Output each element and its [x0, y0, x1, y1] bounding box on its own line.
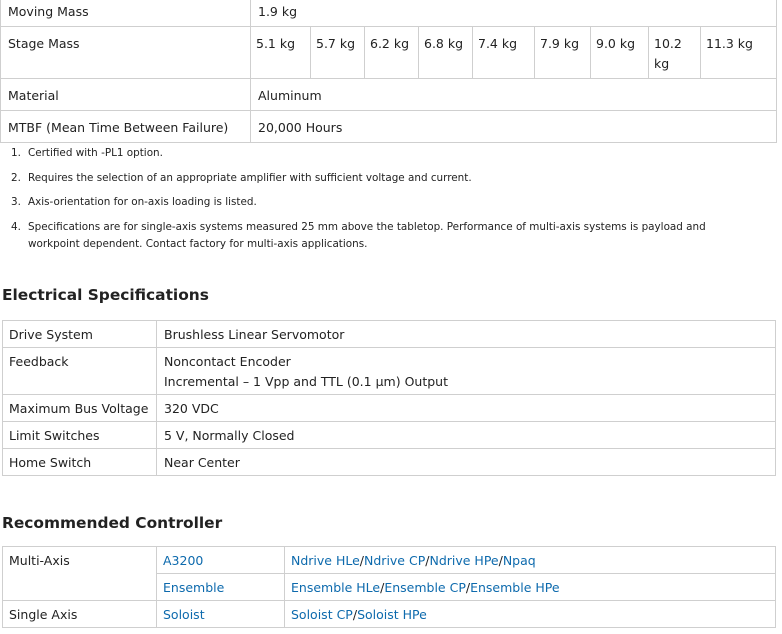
stage-mass-value: 9.0 kg — [591, 27, 649, 79]
table-row — [3, 321, 776, 348]
stage-mass-value: 5.1 kg — [251, 27, 311, 79]
spec-label: Limit Switches — [3, 422, 157, 449]
feedback-line-1: Noncontact Encoder — [164, 354, 291, 369]
drive-link-ndrive-cp[interactable]: Ndrive CP — [364, 553, 426, 568]
drive-link-ndrive-hle[interactable]: Ndrive HLe — [291, 553, 360, 568]
spec-value: Near Center — [157, 449, 776, 476]
recommended-controller-table — [2, 546, 776, 628]
footnote-number: 3. — [11, 196, 21, 209]
drive-link-ensemble-hpe[interactable]: Ensemble HPe — [470, 580, 560, 595]
footnote-text: Axis-orientation for on-axis loading is listed. — [28, 196, 257, 209]
feedback-line-2: Incremental – 1 Vpp and TTL (0.1 µm) Output — [164, 374, 448, 389]
separator: / — [352, 607, 358, 622]
controller-cell — [157, 547, 285, 574]
drive-link-npaq[interactable]: Npaq — [502, 553, 536, 568]
spec-value: 5 V, Normally Closed — [157, 422, 776, 449]
drive-link-ndrive-hpe[interactable]: Ndrive HPe — [429, 553, 499, 568]
footnote-text: Specifications are for single-axis systems measured 25 mm above the tabletop. Performance of multi-axis systems is payload and workpoint dependent. Contact factory for multi-axis applications. — [28, 221, 706, 251]
spec-value: 20,000 Hours — [251, 111, 777, 143]
separator: / — [425, 553, 430, 568]
footnote-text: Requires the selection of an appropriate amplifier with sufficient voltage and current. — [28, 171, 472, 184]
controller-cell — [157, 601, 285, 628]
stage-mass-value: 6.2 kg — [365, 27, 419, 79]
spec-value — [157, 348, 776, 395]
controller-link-soloist[interactable]: Soloist — [163, 607, 205, 622]
table-row — [3, 449, 776, 476]
controller-link-a3200[interactable]: A3200 — [163, 553, 204, 568]
drive-link-ensemble-cp[interactable]: Ensemble CP — [384, 580, 466, 595]
footnote — [11, 170, 751, 187]
drive-link-ensemble-hle[interactable]: Ensemble HLe — [291, 580, 381, 595]
single-axis-label: Single Axis — [3, 601, 157, 628]
separator: / — [465, 580, 471, 595]
spec-label: Material — [1, 79, 251, 111]
footnote — [11, 194, 751, 211]
spec-label: Stage Mass — [1, 27, 251, 79]
spec-label: Feedback — [3, 348, 157, 395]
footnote-text: Certified with -PL1 option. — [28, 147, 163, 159]
spec-row-moving-mass — [1, 0, 777, 27]
footnote — [11, 219, 751, 253]
spec-label: Home Switch — [3, 449, 157, 476]
stage-mass-value: 11.3 kg — [701, 27, 777, 79]
spec-label: MTBF (Mean Time Between Failure) — [1, 111, 251, 143]
controller-cell — [157, 574, 285, 601]
drive-link-soloist-hpe[interactable]: Soloist HPe — [357, 607, 427, 622]
footnote — [11, 145, 751, 162]
stage-mass-value: 5.7 kg — [311, 27, 365, 79]
spec-label: Drive System — [3, 321, 157, 348]
footnote-number: 2. — [11, 171, 21, 184]
electrical-specs-table — [2, 320, 776, 476]
separator: / — [359, 553, 365, 568]
table-row — [3, 348, 776, 395]
footnote-number: 4. — [11, 221, 21, 234]
stage-mass-value: 6.8 kg — [419, 27, 473, 79]
drives-cell — [285, 547, 776, 574]
mechanical-specs-table — [0, 0, 777, 143]
stage-mass-value: 7.9 kg — [535, 27, 591, 79]
spec-label: Moving Mass — [1, 0, 251, 27]
footnote-number: 1. — [11, 147, 21, 159]
spec-value: 320 VDC — [157, 395, 776, 422]
spec-value: 1.9 kg — [251, 0, 777, 27]
spec-row-material — [1, 79, 777, 111]
spec-row-stage-mass — [1, 27, 777, 79]
table-row — [3, 601, 776, 628]
drives-cell — [285, 574, 776, 601]
drive-link-soloist-cp[interactable]: Soloist CP — [291, 607, 353, 622]
spec-value: Brushless Linear Servomotor — [157, 321, 776, 348]
drives-cell — [285, 601, 776, 628]
spec-value: Aluminum — [251, 79, 777, 111]
spec-label: Maximum Bus Voltage — [3, 395, 157, 422]
table-row — [3, 395, 776, 422]
controller-link-ensemble[interactable]: Ensemble — [163, 580, 225, 595]
spec-row-mtbf — [1, 111, 777, 143]
stage-mass-value: 7.4 kg — [473, 27, 535, 79]
stage-mass-value: 10.2 kg — [649, 27, 701, 79]
separator: / — [498, 553, 503, 568]
recommended-controller-heading: Recommended Controller — [2, 514, 223, 532]
separator: / — [380, 580, 385, 595]
footnotes-list — [11, 145, 751, 261]
table-row — [3, 422, 776, 449]
multi-axis-label: Multi-Axis — [3, 547, 157, 601]
table-row — [3, 547, 776, 574]
electrical-specs-heading: Electrical Specifications — [2, 286, 209, 304]
